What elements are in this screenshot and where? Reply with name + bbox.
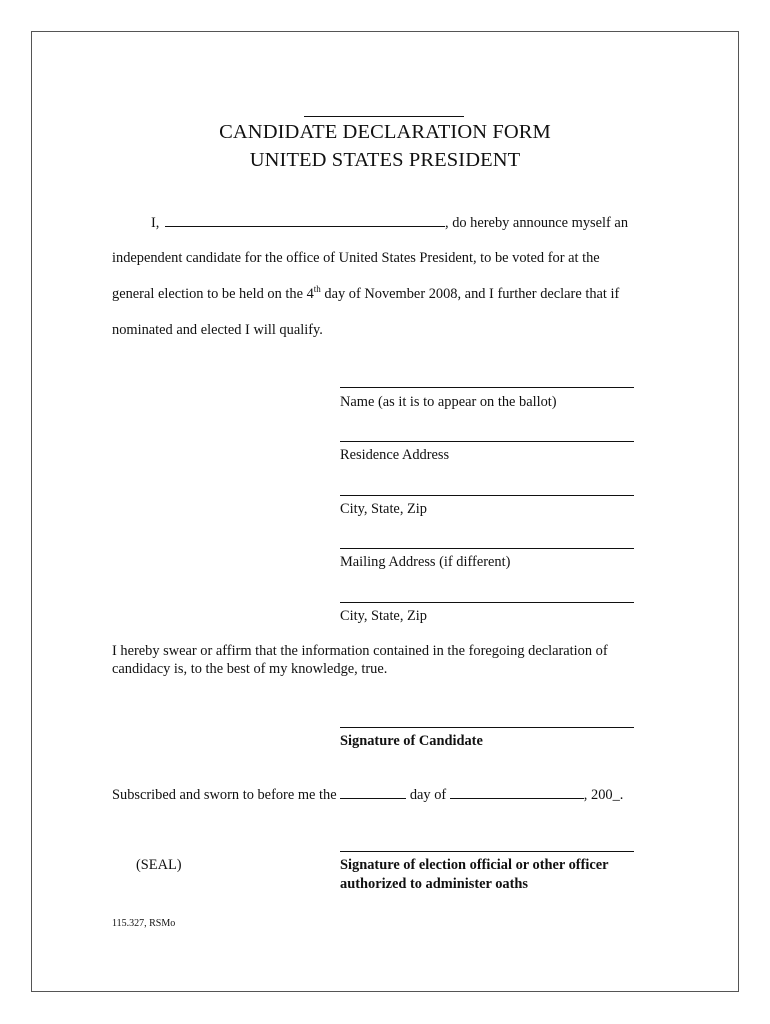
declaration-line-4: nominated and elected I will qualify. <box>112 322 323 338</box>
mailing-field-line[interactable] <box>340 548 634 549</box>
mailing-city-state-zip-field-label: City, State, Zip <box>340 608 428 624</box>
residence-field-label: Residence Address <box>340 447 450 463</box>
declaration-line-2: independent candidate for the office of United States President, to be voted for at the <box>112 250 600 266</box>
subscribed-prefix: Subscribed and sworn to before me the <box>112 787 337 803</box>
form-subtitle: UNITED STATES PRESIDENT <box>249 149 521 171</box>
declaration-suffix: , do hereby announce myself an <box>445 215 629 231</box>
declaration-line-3-start: general election to be held on the 4 <box>112 286 314 302</box>
declaration-line-3-end: day of November 2008, and I further declare that if <box>320 286 620 302</box>
candidate-signature-label: Signature of Candidate <box>340 733 483 749</box>
form-title: CANDIDATE DECLARATION FORM <box>219 121 551 143</box>
month-blank[interactable] <box>450 786 584 799</box>
declaration-line-3 <box>112 286 619 303</box>
name-field-line[interactable] <box>340 387 634 388</box>
oath-line-2: candidacy is, to the best of my knowledge, true. <box>112 661 388 677</box>
mailing-city-state-zip-field-line[interactable] <box>340 602 634 603</box>
candidate-signature-line[interactable] <box>340 727 634 728</box>
official-signature-line[interactable] <box>340 851 634 852</box>
residence-field-line[interactable] <box>340 441 634 442</box>
year-text: , 200_. <box>583 787 624 803</box>
subscribed-line <box>112 786 623 804</box>
declaration-prefix: I, <box>151 215 160 231</box>
city-state-zip-field-label: City, State, Zip <box>340 501 428 517</box>
ordinal-suffix: th <box>313 284 321 295</box>
seal-label: (SEAL) <box>136 857 182 873</box>
header-rule <box>304 116 464 117</box>
statute-reference: 115.327, RSMo <box>112 918 176 929</box>
official-signature-label-line-1: Signature of election official or other officer <box>340 857 609 873</box>
city-state-zip-field-line[interactable] <box>340 495 634 496</box>
mailing-field-label: Mailing Address (if different) <box>340 554 511 570</box>
candidate-name-blank[interactable] <box>165 214 445 227</box>
day-of-text: day of <box>409 787 447 803</box>
oath-line-1: I hereby swear or affirm that the information contained in the foregoing declaration of <box>112 643 608 659</box>
day-blank[interactable] <box>340 786 406 799</box>
official-signature-label-line-2: authorized to administer oaths <box>340 876 529 892</box>
declaration-line-1 <box>151 214 628 232</box>
name-field-label: Name (as it is to appear on the ballot) <box>340 394 557 410</box>
